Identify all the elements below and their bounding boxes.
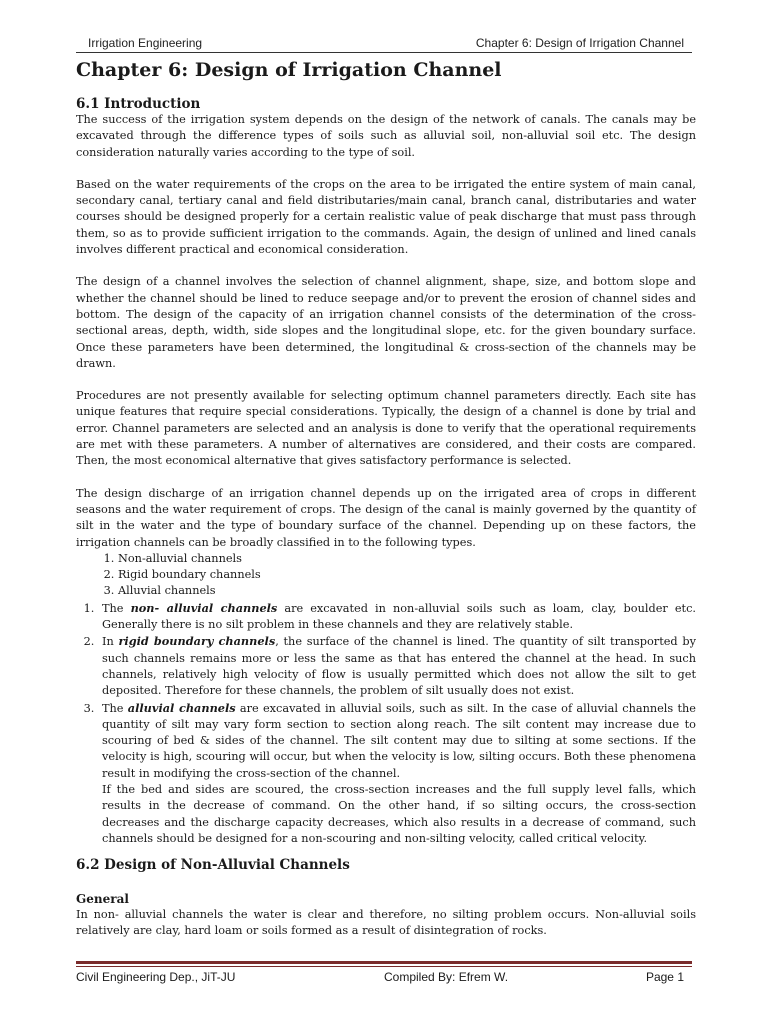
channel-descriptions-list (76, 600, 696, 847)
list-item: 1. Non-alluvial channels (118, 551, 696, 567)
page-footer (76, 970, 692, 986)
chapter-title: Chapter 6: Design of Irrigation Channel (76, 59, 502, 81)
list-item-rigid-boundary: 2. In rigid boundary channels, the surface of the channel is lined. The quantity of silt transported by such channels remains more or less the same as that has entered the channel at the head. In such channels, relatively high velocity of flow is usually permitted which does not allow the silt to get deposited. Therefore for these channels, the problem of silt usually does not exist. (98, 633, 696, 699)
list-item: 3. Alluvial channels (118, 583, 696, 599)
paragraph-3: The design of a channel involves the selection of channel alignment, shape, size, and bottom slope and whether the channel should be lined to reduce seepage and/or to prevent the erosion of channel sides and bottom. The design of the capacity of an irrigation channel consists of the determination of the cross-sectional areas, depth, width, side slopes and the longitudinal slope, etc. for the given boundary surface. Once these parameters have been determined, the longitudinal & cross-section of the channels may be drawn. (76, 275, 696, 370)
keyword: rigid boundary channels (118, 634, 276, 649)
section-heading-non-alluvial: 6.2 Design of Non-Alluvial Channels (76, 857, 350, 874)
header-rule (76, 52, 692, 53)
page-header (76, 36, 692, 52)
page-number: Page 1 (645, 970, 684, 984)
list-item: 2. Rigid boundary channels (118, 567, 696, 583)
paragraph-5: The design discharge of an irrigation channel depends up on the irrigated area of crops in different seasons and the water requirement of crops. The design of the canal is mainly governed by the quantity of silt in the water and the type of boundary surface of the channel. Depending up on these factors, the irrigation channels can be broadly classified in to the following types. (76, 486, 696, 549)
paragraph-6: In non- alluvial channels the water is clear and therefore, no silting problem occurs. Non-alluvial soils relatively are clay, hard loam or soils formed as a result of disintegration of rocks. (76, 908, 696, 938)
paragraph-4: Procedures are not presently available for selecting optimum channel parameters directly. Each site has unique features that require special considerations. Typically, the design of a channel is done by trial and error. Channel parameters are selected and an analysis is done to verify that the operational requirements are met with these parameters. A number of alternatives are considered, and their costs are compared. Then, the most economical alternative that gives satisfactory performance is selected. (76, 389, 696, 468)
header-left: Irrigation Engineering (88, 36, 203, 50)
page-content (76, 58, 696, 940)
paragraph-1: The success of the irrigation system depends on the design of the network of canals. The canals may be excavated through the difference types of soils such as alluvial soil, non-alluvial soil etc. The design consideration naturally varies according to the type of soil. (76, 113, 696, 159)
keyword: alluvial channels (127, 700, 236, 715)
list-item-alluvial: 3. The alluvial channels are excavated in alluvial soils, such as silt. In the case of alluvial channels the quantity of silt may vary form section to section along reach. The silt content may increase due to scouring of bed & sides of the channel. The silt content may due to silting at some sections. If the velocity is high, scouring will occur, but when the velocity is low, silting occurs. Both these phenomena result in modifying the cross-section of the channel. If the bed and sides are scoured, the cross-section increases and the full supply level falls, which results in the decrease of command. On the other hand, if so silting occurs, the cross-section decreases and the discharge capacity decreases, which also results in a decrease of command, such channels should be designed for a non-scouring and non-silting velocity, called critical velocity. (98, 700, 696, 848)
footer-department: Civil Engineering Dep., JiT-JU (76, 970, 236, 984)
keyword: non- alluvial channels (130, 600, 278, 615)
paragraph-2: Based on the water requirements of the crops on the area to be irrigated the entire system of main canal, secondary canal, tertiary canal and field distributaries/main canal, branch canal, distributaries and water courses should be designed properly for a certain realistic value of peak discharge that must pass through them, so as to provide sufficient irrigation to the commands. Again, the design of unlined and lined canals involves different practical and economical consideration. (76, 177, 696, 257)
footer-compiled-by: Compiled By: Efrem W. (384, 970, 509, 984)
subheading-general: General (76, 892, 129, 907)
footer-rule-thick (76, 961, 692, 964)
list-item-non-alluvial: 1. The non- alluvial channels are excavated in non-alluvial soils such as loam, clay, boulder etc. Generally there is no silt problem in these channels and they are relatively stable. (98, 600, 696, 634)
footer-rule-thin (76, 966, 692, 967)
section-heading-intro: 6.1 Introduction (76, 96, 201, 112)
channel-types-list (76, 551, 696, 600)
header-right: Chapter 6: Design of Irrigation Channel (475, 36, 684, 50)
list-item-continuation: If the bed and sides are scoured, the cross-section increases and the full supply level falls, which results in the decrease of command. On the other hand, if so silting occurs, the cross-section decreases and the discharge capacity decreases, which also results in a decrease of command, such channels should be designed for a non-scouring and non-silting velocity, called critical velocity. (102, 782, 696, 845)
